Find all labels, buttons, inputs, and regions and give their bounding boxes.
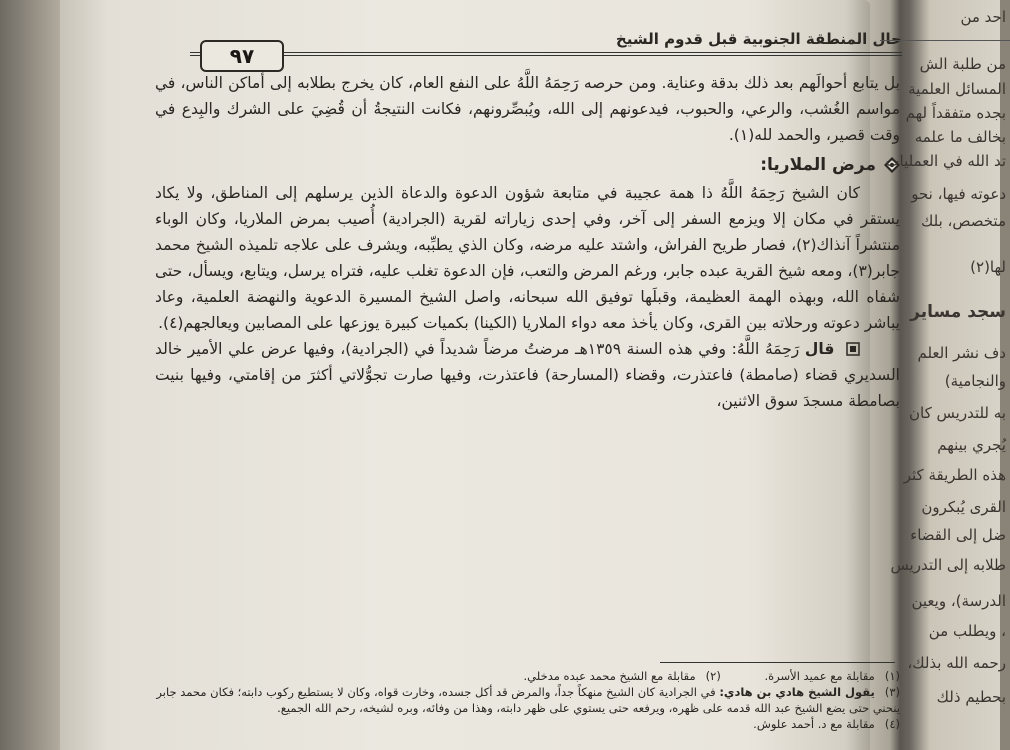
qal-label: قال	[804, 340, 835, 358]
right-page-line: متخصص، بلك	[920, 212, 1006, 230]
footnote-text: في الجرادية كان الشيخ منهكاً جداً، والمرض قد أكل جسده، وخارت قواه، وكان لا يستطيع ركوب دابته؛ فكان محمد جابر ينحني حتى يضع الشيخ عبد الله قدمه على ظهره، ويرفعه حتى يستوي على ظهر دابته، وهذا من وفائه، وبره لشيخه، رحم الله الجميع.	[156, 685, 900, 715]
page-number: ٩٧	[200, 40, 284, 72]
paragraph-3-text: : وفي هذه السنة ١٣٥٩هـ مرضتُ مرضاً شديداً في (الجرادية)، وفيها عرض علي الأمير خالد السديري قضاء (صامطة) فاعتذرت، وقضاء (المسارحة) فاعتذرت، وفيها صارت تجوُّلاتي أكثرَ من إقامتي، وفيها بنيت بصامطة مسجدَ سوق الاثنين،	[155, 340, 900, 410]
right-page-line: بجده متفقداً لهم	[905, 104, 1006, 122]
footnote-number: (٤)	[884, 717, 900, 731]
footnote-text: مقابلة مع د. أحمد علوش.	[753, 717, 875, 731]
footnote-number: (١)	[884, 669, 900, 683]
right-page-line: سجد مساير	[910, 302, 1006, 322]
quote-ornament-icon	[846, 342, 860, 356]
running-head: حال المنطقة الجنوبية قبل قدوم الشيخ	[615, 30, 902, 48]
right-page-line: يُجري بينهم	[937, 436, 1006, 454]
body-text	[155, 70, 900, 414]
right-page-line: من طلبة الش	[919, 55, 1006, 73]
right-page-line: ، ويطلب من	[928, 622, 1006, 640]
footnote-1-2	[155, 668, 900, 684]
right-page-line: به للتدريس كان	[909, 404, 1006, 422]
right-page-line: الدرسة)، ويعين	[911, 592, 1006, 610]
right-page-line: احد من	[960, 8, 1006, 26]
footnote-4	[155, 716, 900, 732]
right-page-line: دعوته فيها، نحو	[911, 185, 1006, 203]
right-header-rule	[880, 40, 1010, 41]
footnotes	[155, 668, 900, 732]
right-page-line: لها(٢)	[970, 258, 1006, 276]
paragraph-2: كان الشيخ رَحِمَهُ اللَّهُ ذا همة عجيبة في متابعة شؤون الدعوة والدعاة الذين يرسلهم إلى المناطق، ولا يكاد يستقر في مكان إلا ويزمع السفر إلى آخر، وفي إحدى زياراته لقرية (الجرادية) أُصيب بمرض الملاريا، وكان الوباء منتشراً آنذاك(٢)، فصار طريح الفراش، واشتد عليه مرضه، وكان الذي يطبِّبه، ويشرف على علاجه تلميذه الشيخ محمد جابر(٣)، ومعه شيخ القرية عبده جابر، ورغم المرض والتعب، فإن الدعوة تغلب عليه، فتراه يرسل، ويتابع، ويسأل، حتى شفاه الله، وبهذه الهمة العظيمة، وقبلَها توفيق الله سبحانه، واصل الشيخ المسيرة الدعوية والنهضة العلمية، وعاد يباشر دعوته ورحلاته بين القرى، وكان يأخذ معه دواء الملاريا (الكينا) بكميات كبيرة يوزعها على المصابين ويعالجهم(٤).	[155, 184, 901, 332]
right-page-line: بحطيم ذلك	[936, 688, 1006, 706]
footnote-3	[155, 684, 900, 716]
left-book-page	[60, 0, 902, 750]
right-book-page	[880, 0, 1006, 750]
right-page-line: القرى يُبكرون	[921, 498, 1006, 516]
right-page-line: هذه الطريقة كثر	[903, 466, 1006, 484]
right-page-line: المسائل العلمية	[908, 80, 1006, 98]
paragraph-3	[155, 336, 900, 414]
paragraph-1: بل يتابع أحوالَهم بعد ذلك بدقة وعناية. ومن حرصه رَحِمَهُ اللَّهُ على النفع العام، كان يخرج بطلابه إلى أماكن الناس، في مواسم الغُشب، والرعي، والحبوب، فيدعونهم إلى الله، ويُبصِّرونهم، فكانت النتيجةُ أن قُضِيَ على الشرك والبِدع في وقت قصير، والحمد لله(١).	[155, 74, 900, 144]
footnote-2	[524, 668, 721, 684]
footnote-number: (٢)	[705, 669, 721, 683]
footnote-text: مقابلة مع الشيخ محمد عبده مدخلي.	[523, 669, 696, 683]
right-page-line: طلابه إلى التدريس	[890, 556, 1006, 574]
section-heading-text: مرض الملاريا:	[760, 155, 876, 175]
qal-honorific: رَحِمَهُ اللَّهُ	[736, 340, 800, 358]
footnote-number: (٣)	[884, 685, 900, 699]
footnote-text: مقابلة مع عميد الأسرة.	[764, 669, 875, 683]
right-page-line: والنجامية)	[944, 372, 1006, 390]
right-page-line: دف نشر العلم	[917, 344, 1006, 362]
right-page-line: بخالف ما علمه	[914, 128, 1006, 146]
right-page-line: تد الله في العمليات	[885, 152, 1006, 170]
right-page-line: ضل إلى القضاء	[910, 526, 1006, 544]
page-header	[190, 30, 902, 68]
header-rule	[190, 52, 902, 56]
section-heading	[155, 152, 900, 178]
right-page-line: رحمه الله بذلك،	[907, 654, 1006, 672]
footnote-bold-lead: يقول الشيخ هادي بن هادي:	[719, 685, 875, 699]
footnote-separator	[660, 662, 895, 663]
